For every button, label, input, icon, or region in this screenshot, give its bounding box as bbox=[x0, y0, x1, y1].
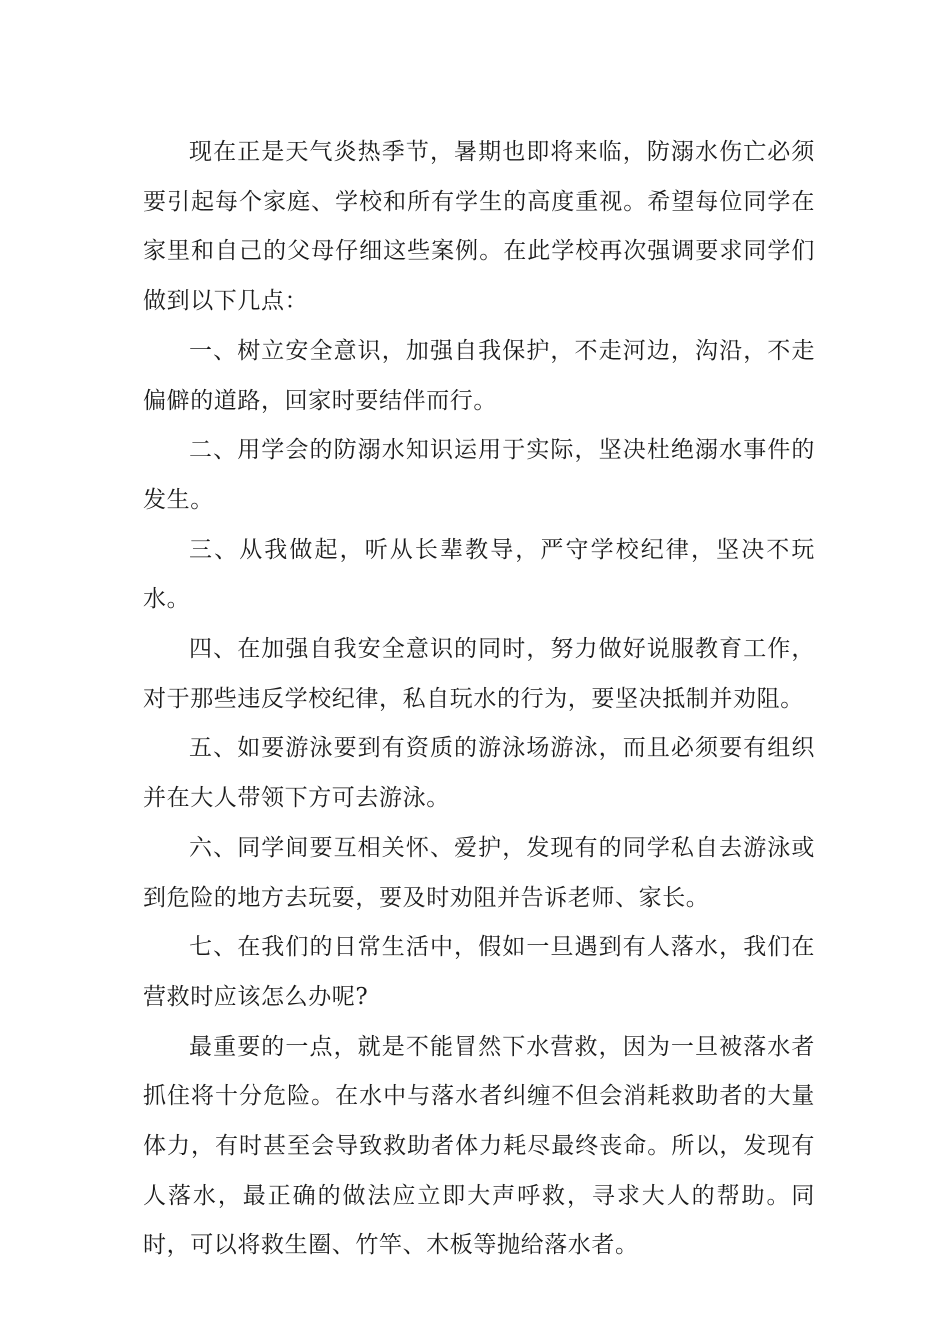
paragraph-point-7: 七、在我们的日常生活中，假如一旦遇到有人落水，我们在营救时应该怎么办呢? bbox=[143, 934, 815, 1010]
paragraph-rescue-advice: 最重要的一点，就是不能冒然下水营救，因为一旦被落水者抓住将十分危险。在水中与落水者纠缠不但会消耗救助者的大量体力，有时甚至会导致救助者体力耗尽最终丧命。所以，发现有人落水，最正确的做法应立即大声呼救，寻求大人的帮助。同时，可以将救生圈、竹竿、木板等抛给落水者。 bbox=[143, 1033, 815, 1259]
paragraph-point-3: 三、从我做起，听从长辈教导，严守学校纪律，坚决不玩水。 bbox=[143, 536, 815, 613]
paragraph-point-6: 六、同学间要互相关怀、爱护，发现有的同学私自去游泳或到危险的地方去玩耍，要及时劝阻并告诉老师、家长。 bbox=[143, 834, 815, 911]
paragraph-point-2: 二、用学会的防溺水知识运用于实际，坚决杜绝溺水事件的发生。 bbox=[143, 437, 815, 513]
paragraph-point-1: 一、树立安全意识，加强自我保护，不走河边，沟沿，不走偏僻的道路，回家时要结伴而行。 bbox=[143, 337, 815, 414]
paragraph-point-4: 四、在加强自我安全意识的同时，努力做好说服教育工作，对于那些违反学校纪律，私自玩水的行为，要坚决抵制并劝阻。 bbox=[143, 636, 815, 712]
paragraph-point-5: 五、如要游泳要到有资质的游泳场游泳，而且必须要有组织并在大人带领下方可去游泳。 bbox=[143, 735, 815, 812]
paragraph-intro: 现在正是天气炎热季节，暑期也即将来临，防溺水伤亡必须要引起每个家庭、学校和所有学生的高度重视。希望每位同学在家里和自己的父母仔细这些案例。在此学校再次强调要求同学们做到以下几点： bbox=[143, 139, 815, 315]
document-body bbox=[143, 128, 815, 1271]
